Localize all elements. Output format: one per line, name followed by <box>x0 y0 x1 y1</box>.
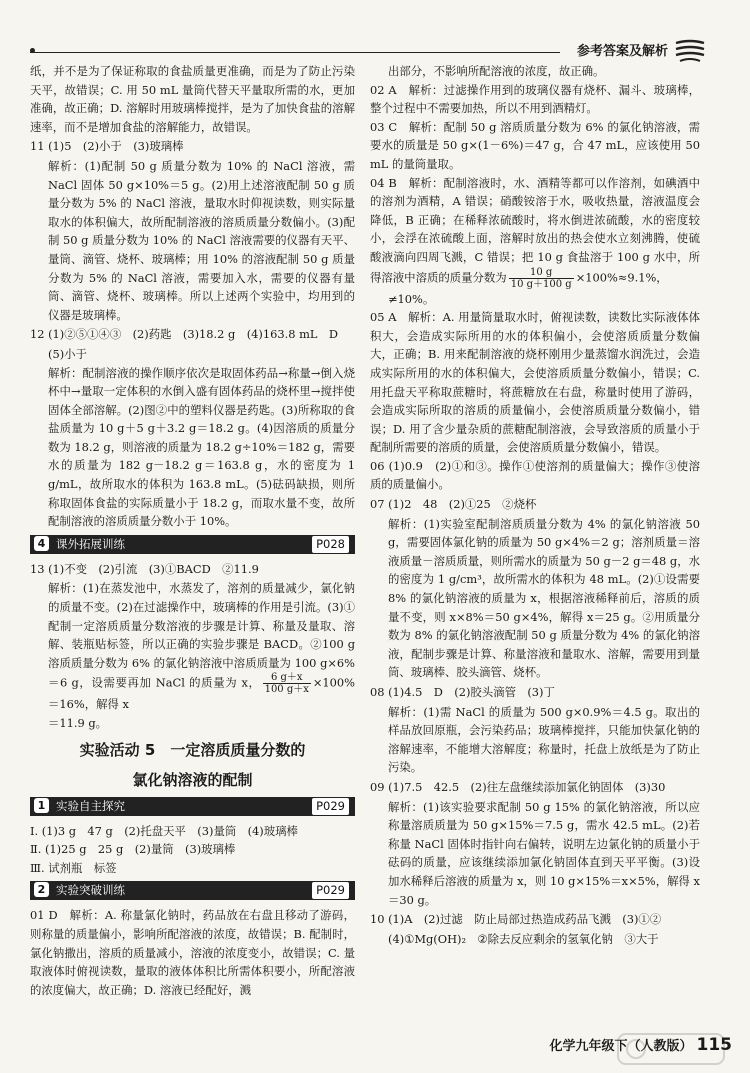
section-number: 1 <box>34 798 49 813</box>
right-column <box>370 62 700 948</box>
fraction-04 <box>509 267 574 290</box>
answer-12-b: (5)小于 <box>48 346 87 361</box>
fraction-13-numerator: 6 g＋x <box>263 672 311 684</box>
fraction-04-numerator: 10 g <box>509 267 574 279</box>
section-number: 4 <box>34 536 49 551</box>
answer-10-b: (4)①Mg(OH)₂ ②除去反应剩余的氢氧化钠 ③大于 <box>388 931 659 946</box>
explanation-07: 解析：(1)实验室配制溶质质量分数为 4% 的氯化钠溶液 50 g，需要固体氯化钠的质量为 50 g×4%＝2 g；溶剂质量＝溶液质量－溶质质量，则所需水的质量为 50 g－2 g＝48 g，水的密度为 1 g/cm³，故所需水的体积为 48 mL。(2)①设需要 8% 的氯化钠溶液的质量为 x，根据溶液稀释前后，溶质的质量不变，则 x×8%＝50 g×4%，解得 x＝25 g。②用质量分数为 8% 的氯化钠溶液配制 50 g 质量分数为 4% 的氯化钠溶液，配制步骤是计算、称量溶液和量取水、溶解，需要用到量筒、玻璃棒、胶头滴管、烧杯。 <box>388 516 700 680</box>
section-bar-extension <box>30 535 355 554</box>
explanation-13-end: ＝11.9 g。 <box>48 716 108 730</box>
answer-04 <box>370 174 700 290</box>
explore-answer-2: Ⅱ. (1)25 g 25 g (2)量筒 (3)玻璃棒 <box>30 842 236 857</box>
left-continuation: 纸，并不是为了保证称取的食盐质量更准确，而是为了防止污染天平，故错误；C. 用 50 mL 量筒代替天平量取所需的水，更加准确，故正确；D. 溶解时用玻璃棒搅拌，是为了加快食盐的溶解速率，而不是增加食盐的溶解能力，故错误。 <box>30 64 355 134</box>
answer-09: 09 (1)7.5 42.5 (2)往左盘继续添加氯化钠固体 (3)30 <box>370 779 666 794</box>
section-label: 课外拓展训练 <box>56 536 125 551</box>
explanation-13-tail: ×100%＝16%，解得 x <box>48 675 355 712</box>
section-label: 实验自主探究 <box>56 798 125 813</box>
header-rule <box>30 52 560 53</box>
explore-answer-3: Ⅲ. 试剂瓶 标签 <box>30 860 117 875</box>
footer-book-title: 化学九年级下（人教版） <box>549 1039 693 1054</box>
explanation-13-text: 解析：(1)在蒸发池中，水蒸发了，溶剂的质量减少，氯化钠的质量不变。(2)在过滤操作中，玻璃棒的作用是引流。(3)①配制一定溶质质量分数溶液的步骤是计算、称量及量取、溶解、装瓶贴标签，所以正确的实验步骤是 BACD。②100 g 溶质质量分数为 6% 的氯化钠溶液中溶质质量为 100 g×6%＝6 g，设需要再加 NaCl 的质量为 x， <box>48 581 355 690</box>
section-number: 2 <box>34 882 49 897</box>
section-page: P028 <box>312 536 349 553</box>
activity-title-line-2: 氯化钠溶液的配制 <box>132 770 253 789</box>
page-footer <box>549 1035 732 1055</box>
answer-11: 11 (1)5 (2)小于 (3)玻璃棒 <box>30 139 184 154</box>
answer-04-end: ≠10%。 <box>388 291 435 306</box>
answer-04-tail: ×100%≈9.1%， <box>575 270 668 285</box>
answer-04-text: 04 B 解析：配制溶液时，水、酒精等都可以作溶剂，如碘酒中的溶剂为酒精，A 错误；硝酸铵溶于水，吸收热量，溶液温度会降低，B 正确；在稀释浓硫酸时，将水倒进浓硫酸，水的密度较小，会浮在浓硫酸上面，溶解时放出的热会使水立刻沸腾，使硫酸液滴向四周飞溅，C 错误；把 10 g 食盐溶于 100 g 水中，所得溶液中溶质的质量分数为 <box>370 175 700 285</box>
left-column <box>30 62 355 999</box>
book-logo-icon <box>674 39 706 63</box>
explanation-12: 解析：配制溶液的操作顺序依次是取固体药品→称量→倒入烧杯中→量取一定体积的水倒入盛有固体药品的烧杯里→搅拌使固体全部溶解。(2)图②中的塑料仪器是药匙。(3)所称取的食盐质量为 10 g＋5 g＋3.2 g＝18.2 g。(4)因溶质的质量分数为 18.2 g，则溶液的质量为 18.2 g÷10%＝182 g，需要水的质量为 182 g－18.2 g＝163.8 g，水的密度为 1 g/mL，故所取水的体积为 163.8 mL。(5)砝码缺损，则所称取固体食盐的实际质量小于 18.2 g，而取水量不变，故所配制溶液的溶质质量分数小于 10%。 <box>48 365 355 529</box>
explanation-13 <box>30 579 355 714</box>
header-title: 参考答案及解析 <box>576 44 668 59</box>
section-bar-breakthrough <box>30 881 355 900</box>
answer-05: 05 A 解析：A. 用量筒量取水时，俯视读数，读数比实际液体体积大，会造成实际所用的水的体积偏小，会使溶质质量分数偏大，正确；B. 用来配制溶液的烧杯刚用少量蒸馏水润洗过，会造成实际所用的水的体积偏大，会使溶质质量分数偏小，错误；C. 用托盘天平称取蔗糖时，将蔗糖放在右盘，称量时使用了游码，会造成实际所取的溶质的质量偏小，会使溶质质量分数偏小，错误；D. 用了含少量杂质的蔗糖配制溶液，会导致溶质的质量小于配制所需要的溶质的质量，会使溶质质量分数偏小，错误。 <box>370 310 700 455</box>
answer-01: 01 D 解析：A. 称量氯化钠时，药品放在右盘且移动了游码，则称量的质量偏小，影响所配溶液的浓度，故错误；B. 配制时，氯化钠撒出，溶质的质量减小，溶液的浓度变小，故错误；C. 量取液体时俯视读数，量取的液体体积比所需体积要小，所配溶液的浓度偏大，故正确；D. 溶液已经配好，溅 <box>30 908 355 997</box>
answer-07: 07 (1)2 48 (2)①25 ②烧杯 <box>370 497 537 512</box>
explanation-09: 解析：(1)该实验要求配制 50 g 15% 的氯化钠溶液，所以应称量溶质质量为 50 g×15%＝7.5 g，需水 42.5 mL。(2)若称量 NaCl 固体时指针向右偏转，说明左边氯化钠的质量小于砝码的质量，应该继续添加氯化钠固体直到天平平衡。(3)设加水稀释后溶液的质量为 x，则 10 g×15%＝x×5%，解得 x＝30 g。 <box>388 799 700 907</box>
section-page: P029 <box>312 798 349 815</box>
answer-06: 06 (1)0.9 (2)①和③。操作①使溶剂的质量偏大；操作③使溶质的质量偏小。 <box>370 458 700 492</box>
fraction-13 <box>263 672 311 695</box>
answer-10: 10 (1)A (2)过滤 防止局部过热造成药品飞溅 (3)①② <box>370 912 662 927</box>
explore-answer-1: Ⅰ. (1)3 g 47 g (2)托盘天平 (3)量筒 (4)玻璃棒 <box>30 823 298 838</box>
answer-12: 12 (1)②⑤①④③ (2)药匙 (3)18.2 g (4)163.8 mL D <box>30 327 338 342</box>
answer-13: 13 (1)不变 (2)引流 (3)①BACD ②11.9 <box>30 561 259 576</box>
page-number: 115 <box>696 1035 732 1055</box>
page-header <box>30 38 720 60</box>
answer-03: 03 C 解析：配制 50 g 溶质质量分数为 6% 的氯化钠溶液，需要水的质量是 50 g×(1－6%)＝47 g，合 47 mL，应该使用 50 mL 的量筒量取。 <box>370 119 700 171</box>
section-label: 实验突破训练 <box>56 883 125 898</box>
answer-02: 02 A 解析：过滤操作用到的玻璃仪器有烧杯、漏斗、玻璃棒，整个过程中不需要加热，所以不用到酒精灯。 <box>370 82 700 116</box>
fraction-04-denominator: 10 g＋100 g <box>510 278 572 290</box>
section-page: P029 <box>312 882 349 899</box>
explanation-08: 解析：(1)需 NaCl 的质量为 500 g×0.9%＝4.5 g。取出的样品放回原瓶，会污染药品；玻璃棒搅拌，只能加快氯化钠的溶解速率，不能增大溶解度；称量时，托盘上放纸是为了防止污染。 <box>388 704 700 775</box>
answer-08: 08 (1)4.5 D (2)胶头滴管 (3)丁 <box>370 685 555 699</box>
explanation-11: 解析：(1)配制 50 g 质量分数为 10% 的 NaCl 溶液，需 NaCl 固体 50 g×10%＝5 g。(2)用上述溶液配制 50 g 质量分数为 5% 的 NaCl 溶液，量取水时仰视读数，则实际量取水的体积偏大，故所配制溶液的溶质质量分数偏小。(3)配制 50 g 质量分数为 10% 的 NaCl 溶液需要的仪器有天平、量筒、滴管、烧杯、玻璃棒；用 10% 的溶液配制 50 g 质量分数为 5% 的 NaCl 溶液，需要加入水，需要的仪器有量筒、滴管、烧杯、玻璃棒。所以上述两个实验中，均用到的仪器是玻璃棒。 <box>48 158 355 322</box>
fraction-13-denominator: 100 g＋x <box>264 684 309 696</box>
section-bar-explore <box>30 797 355 816</box>
activity-title-line-1: 实验活动 5 一定溶质质量分数的 <box>79 740 306 759</box>
right-continuation: 出部分，不影响所配溶液的浓度，故正确。 <box>388 64 605 78</box>
